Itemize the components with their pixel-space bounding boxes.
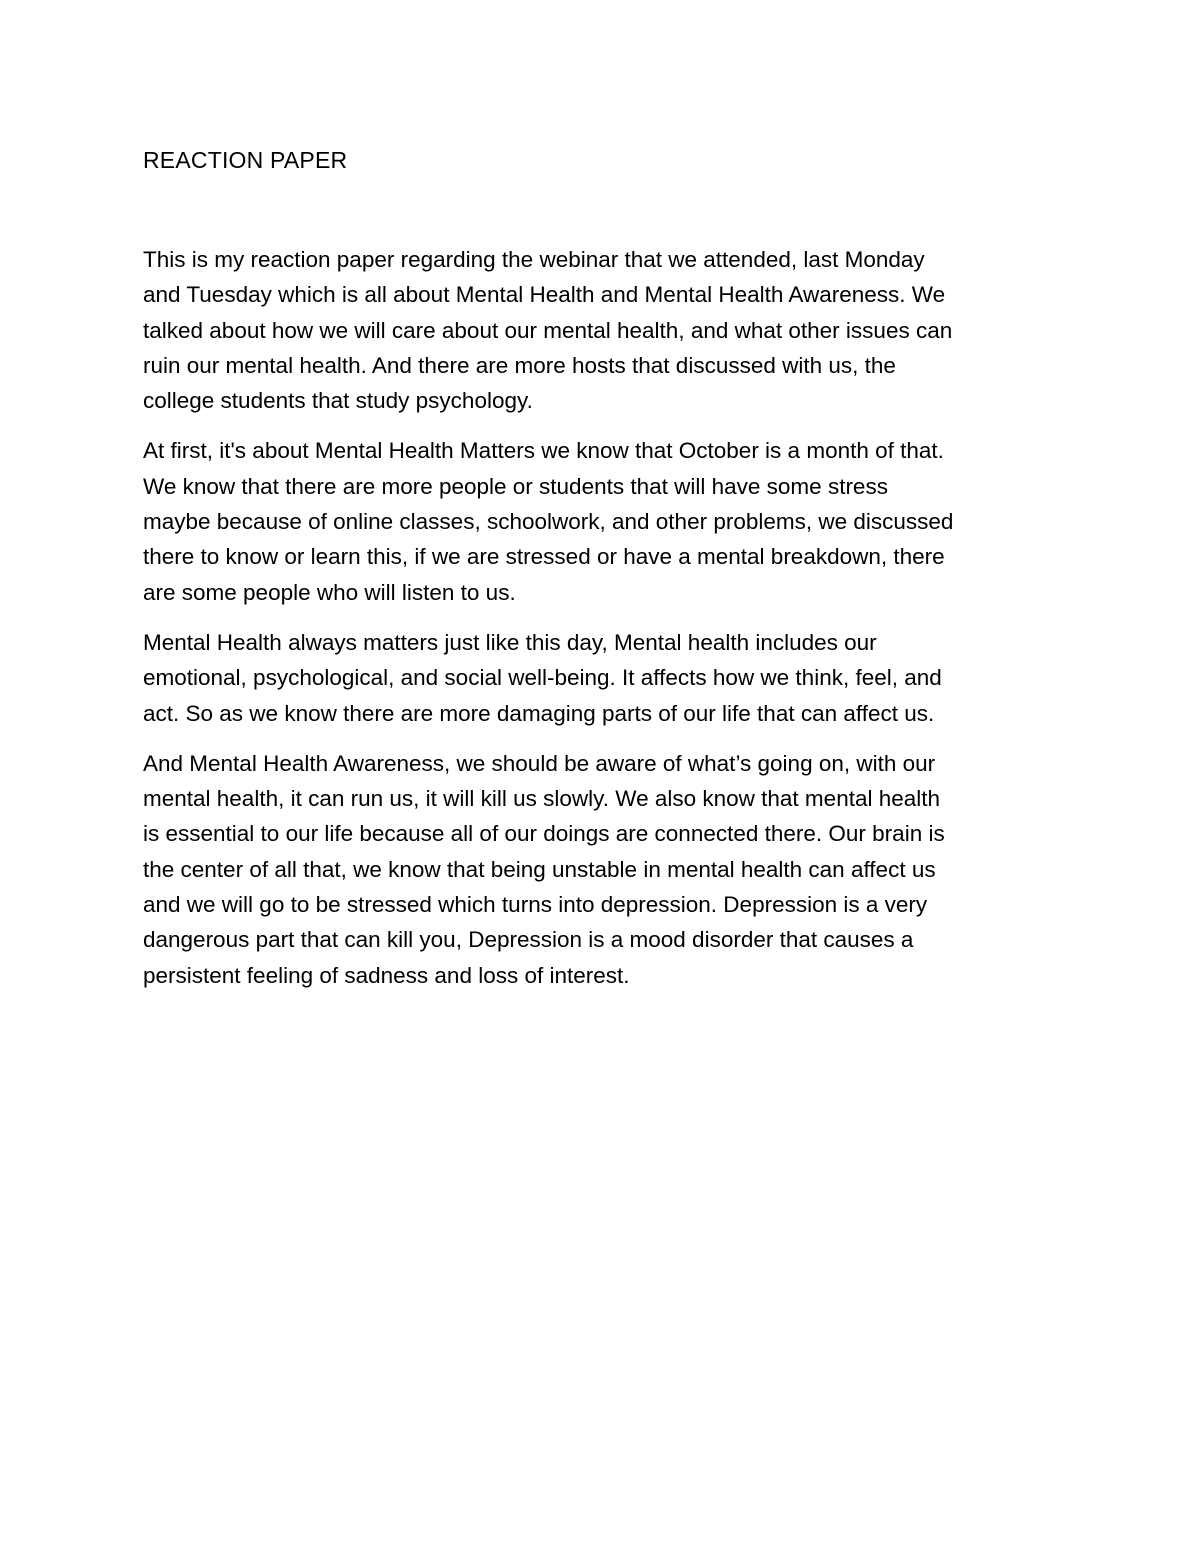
document-body bbox=[143, 142, 1063, 1008]
paragraph-line: and we will go to be stressed which turns into depression. Depression is a very bbox=[143, 892, 928, 918]
document-title: REACTION PAPER bbox=[143, 147, 348, 173]
paragraph-line: act. So as we know there are more damaging parts of our life that can affect us. bbox=[143, 700, 935, 726]
paragraph-line: the center of all that, we know that being unstable in mental health can affect us bbox=[143, 856, 936, 882]
paragraph-1 bbox=[143, 242, 1063, 418]
paragraph-line: persistent feeling of sadness and loss of interest. bbox=[143, 962, 630, 988]
paragraph-line: is essential to our life because all of our doings are connected there. Our brain is bbox=[143, 821, 945, 847]
paragraph-line: dangerous part that can kill you, Depression is a mood disorder that causes a bbox=[143, 927, 914, 953]
paragraph-2 bbox=[143, 433, 1063, 609]
paragraph-line: And Mental Health Awareness, we should be aware of what’s going on, with our bbox=[143, 750, 936, 776]
paragraph-line: mental health, it can run us, it will kill us slowly. We also know that mental health bbox=[143, 786, 941, 812]
paragraph-line: At first, it's about Mental Health Matters we know that October is a month of that. bbox=[143, 438, 944, 464]
paragraph-line: Mental Health always matters just like this day, Mental health includes our bbox=[143, 629, 877, 655]
paragraph-line: talked about how we will care about our mental health, and what other issues can bbox=[143, 317, 953, 343]
paragraph-line: college students that study psychology. bbox=[143, 388, 533, 414]
paragraph-line: ruin our mental health. And there are more hosts that discussed with us, the bbox=[143, 352, 896, 378]
paragraph-line: and Tuesday which is all about Mental Health and Mental Health Awareness. We bbox=[143, 282, 946, 308]
paragraph-line: maybe because of online classes, schoolwork, and other problems, we discussed bbox=[143, 509, 954, 535]
paragraph-3 bbox=[143, 625, 1063, 731]
paragraph-line: This is my reaction paper regarding the webinar that we attended, last Monday bbox=[143, 247, 925, 272]
paragraph-line: there to know or learn this, if we are stressed or have a mental breakdown, there bbox=[143, 544, 945, 570]
paragraph-line: emotional, psychological, and social well-being. It affects how we think, feel, and bbox=[143, 665, 942, 691]
paragraph-line: are some people who will listen to us. bbox=[143, 579, 516, 605]
paragraph-line: We know that there are more people or students that will have some stress bbox=[143, 473, 888, 499]
paragraph-4 bbox=[143, 746, 1063, 993]
